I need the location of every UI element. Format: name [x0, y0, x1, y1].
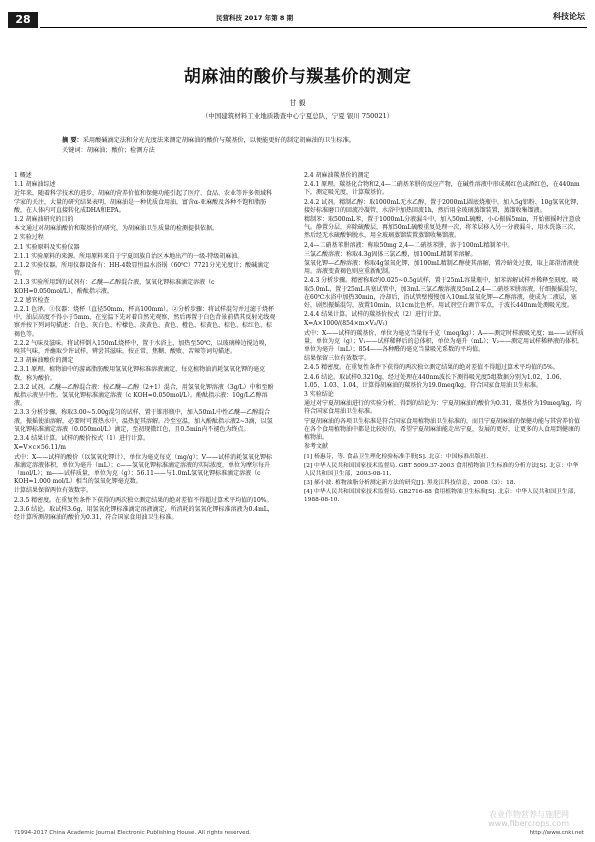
right-paragraph: 2.4 胡麻油羰基价的测定 [304, 172, 370, 179]
right-column [304, 172, 584, 505]
reference-item: [3] 郝小波. 植物油脂分析测定新方法的研究[J]. 黑龙江科技信息，2008（3）：18. [304, 479, 516, 486]
author-name: 甘 毅 [289, 99, 306, 107]
reference-item: [2] 中华人民共和国国家技术监督局. GBT 5009.37-2003 食用植物油卫生标准的分析方法[S]. 北京：中华人民共和国卫生部，2003-08-11. [304, 462, 579, 477]
left-paragraph: 2.1.2 实验仪器。所用仪器设备有：HH-4数显恒温水浴锅（60℃）7721分光光度计；酸碱滴定管。 [14, 262, 270, 278]
right-paragraph: 宁夏胡麻油的各项卫生标准是符合国家食用植物油卫生标准的，而且宁夏胡麻油的保健功能与其营养价值在各个食用植物油中都是比较好的，希望宁夏胡麻油能走出宁夏，发展的更好，让更多的人食用到健康的植物油。 [304, 417, 581, 442]
right-paragraph: 式中：X——试样的羰基价，单位为毫克当量每千克（meq/kg）；A——测定时样液吸光度；m——试样质量，单位为克（g）；V₁——试样稀释后的总体积，单位为毫升（mL）；V₂——测定用试样稀释液的体积，单位为毫升（mL）；854——各种醛的毫克当量吸光系数的平均值。 [304, 329, 584, 354]
right-paragraph: 2.4.3 分析步骤。精密称取约0.025~0.5g试样，置于25mL容量瓶中，加苯溶解试样并稀释至刻度。吸取5.0mL，置于25mL具塞试管中，加3mL三氯乙酸溶液及5mL2,4—二硝基苯肼溶液，仔细振摇混匀，在60℃水浴中加热30min，冷却后，沿试管壁慢慢加入10mL氢氧化钾—乙醇溶液，使成为二液层，塞好，剧烈振摇混匀，放置10min，以1cm比色杯，用试剂空白调节零点，于波长440nm处测吸光度。 [304, 277, 582, 310]
right-paragraph: 2.4.5 精密度。在重复性条件下获得的两次独立测定结果的绝对差值不得超过算术平均值的5%。 [304, 364, 559, 372]
abstract-text: 采用酸碱滴定法和分光光度法来测定胡麻油的酸价与羰基价，以便能更好的制定胡麻油的卫生标准。 [82, 137, 355, 144]
right-paragraph: 精制苯：取500mL苯，置于1000mL分液漏斗中，加入50mL硫酸，小心振摇5min，开始振摇时注意放气。静置分层，弃除硫酸层，再加50mL硫酸重复处理一次，将苯层移入另一分液漏斗，用水洗涤三次，然后经无水硫酸钠脱水，用全玻璃蒸馏装置蒸馏收集馏液。 [304, 216, 581, 240]
left-paragraph: 2.3.6 结论。取试样3.6g，用氢氧化钾标准滴定溶液滴定，所消耗的氢氧化钾标准溶液为0.4mL，经计算所测胡麻油的酸价为0.31，符合国家食用油卫生标准。 [14, 505, 274, 521]
keywords-label: 关键词： [62, 147, 87, 154]
right-paragraph: 参考文献 [304, 443, 329, 451]
left-paragraph: 2.2 感官检查 [14, 296, 50, 304]
right-paragraph: 2.4.6 结论。取试样0.3210g，经过处理在440nm波长下测得吸光度5组数据分别为1.02、1.06、1.05、1.03、1.04，计算得胡麻油的羰基价为19.0meq/kg，符合国家食用油卫生标准。 [304, 373, 566, 389]
right-paragraph: 2.4.4 结果计算。试样的羰基价按式（2）进行计算。 [304, 311, 445, 319]
left-paragraph: 1.2 胡麻油研究的目的 [14, 216, 74, 224]
reference-item: [1] 杨惠芬，等. 食品卫生理化检验标准手册[S]. 北京：中国标准出版社. [304, 453, 489, 460]
right-paragraph: 2.4.1 原理。羰基化合物和2,4—二硝基苯肼的反应产物，在碱性溶液中形成褐红色或酒红色，在440nm下，测定吸光度，计算羰基价。 [304, 181, 580, 197]
abstract [62, 136, 537, 146]
left-column [14, 172, 276, 523]
left-paragraph: 2.3 胡麻油酸价的测定 [14, 357, 74, 365]
keywords-text: 胡麻油；酸价；检测方法 [86, 147, 155, 154]
right-paragraph: 3 实验结论 [304, 391, 334, 399]
left-paragraph: 2.1 实验原料及实验仪器 [14, 243, 80, 251]
footer-url[interactable]: http://www.cnki.net [529, 830, 584, 836]
header-rule [40, 27, 587, 28]
page-header [0, 0, 595, 58]
left-paragraph: 2.2.2 气味及滋味。将试样倒入150mL烧杯中，置于水浴上，加热至50℃，以玻璃棒边搅边嗅，嗅其气味，并蘸取少许试样，辨尝其滋味，按正常、焦糊、酸败、苦辣等词句描述。 [14, 339, 271, 356]
watermark-line-2: www.fibercrops.com [488, 819, 569, 828]
left-paragraph: 2.3.4 结果计算。试样的酸价按式（1）进行计算。 [14, 435, 149, 443]
left-paragraph: X=V×c×56.11/m [14, 444, 66, 452]
section-name: 科技论坛 [553, 12, 585, 21]
reference-item: [4] 中华人民共和国国家技术监督局. GB2716-88 食用植物油卫生标准[S]. 北京：中华人民共和国卫生部，1988-08-10. [304, 488, 580, 503]
left-paragraph: 计算结果保留两位有效数字。 [14, 487, 93, 495]
left-paragraph: 本文通过对胡麻油酸价和羰基价的研究，为胡麻油卫生质量的检测提供依据。 [14, 225, 219, 233]
left-paragraph: 2.2.1 色泽。①仪器：烧杯（直径50mm，杯高100mm）。②分析步骤：将试样混匀并过滤于烧杯中，油层高度不得小于5mm，在室温下先对着自然光观察，然后再置于白色背景前借其反射光线观察并按下列词句描述：白色、灰白色、柠檬色、淡黄色、黄色、橙色、棕黄色、棕色、棕红色、棕褐色等。 [14, 306, 276, 338]
abstract-block [62, 136, 537, 156]
right-paragraph: 通过对宁夏胡麻油进行的实验分析，得到的结论为：宁夏胡麻油的酸价为0.31，羰基价为19meq/kg，均符合国家食用油卫生标准。 [304, 400, 582, 416]
right-paragraph: 氢氧化钾—乙醇溶液：称取4g氢氧化钾，加100mL精制乙醇使其溶解，置冷暗处过夜，取上部澄清液使用。溶液变黄褐色则应重新配制。 [304, 260, 579, 276]
right-paragraph: 2,4—二硝基苯肼溶液：称取50mg 2,4—二硝基苯肼，溶于100mL精制苯中。 [304, 241, 514, 249]
left-paragraph: 2.1.3 实验所用到的试剂有：乙醚—乙醇混合液，氢氧化钾标准滴定溶液（c KOH=0.050mol/L），酚酞指示液。 [14, 279, 215, 295]
left-paragraph: 2.3.1 原理。植物油中的游离脂肪酸用氢氧化钾标准溶液滴定，每克植物油消耗氢氧化钾的毫克数，称为酸价。 [14, 366, 266, 382]
journal-name: 民营科技 2017 年第 8 期 [216, 14, 294, 22]
page-number: 28 [8, 12, 38, 28]
left-paragraph: 2 实验过程 [14, 234, 44, 242]
right-paragraph: 2.4.2 试剂。精制乙醇：取1000mL无水乙醇，置于2000mL圆底烧瓶中，加入5g铝粉、10g氢氧化钾，接好标准磨口的回流冷凝管，水浴中加热回流1h，然后用全玻璃蒸馏装置，蒸馏收集馏液。 [304, 198, 583, 214]
page-footer [14, 830, 584, 836]
keywords [62, 146, 537, 156]
left-paragraph: 近年来，随着科学技术的进步，胡麻的营养价值和保健功能引起了医疗、食品、农业等许多领域科学家的关注，大量的研究结果表明，胡麻油是一种优质食用油，富含α-亚麻酸及各种不饱和脂肪酸，在人体内可直接转化成DHA和EPA。 [14, 190, 273, 214]
left-paragraph: 2.1.1 实验原料的来源。所用原料来自于宁夏回族自治区本地出产的一级-特级胡麻油。 [14, 252, 244, 260]
left-paragraph: 1 概述 [14, 172, 32, 179]
left-paragraph: 1.1 胡麻油综述 [14, 181, 56, 189]
watermark [488, 810, 569, 828]
left-paragraph: 2.3.5 精密度。在重复性条件下获得的两次独立测定结果的绝对差值不得超过算术平均值的10%。 [14, 496, 273, 504]
footer-copyright: ?1994-2017 China Academic Journal Electronic Publishing House. All rights reserved. [14, 830, 251, 836]
left-paragraph: 2.3.3 分析步骤。称取3.00~5.00g混匀的试样，置于锥形瓶中，加入50mL中性乙醚—乙醇混合液，振摇使油溶解，必要时可置热水中，温热促其溶解。冷至室温，加入酚酞指示液2~3滴，以氢氧化钾标准滴定溶液（0.050mol/L）滴定，至初现微红色，且0.5min内不褪色为终点。 [14, 409, 273, 433]
left-paragraph: 2.3.2 试剂。乙醚—乙醇混合液：按乙醚—乙醇（2+1）混合，用氢氧化钾溶液（3g/L）中和至酚酞指示液呈中性。氢氧化钾标准滴定溶液（c KOH=0.050mol/L）。酚酞指示液：10g/L乙醇溶液。 [14, 383, 274, 408]
right-paragraph: 三氯乙酸溶液：称取4.3g固体三氯乙酸，加100mL精制苯溶解。 [304, 250, 477, 258]
abstract-label: 摘 要： [62, 137, 83, 144]
article-title: 胡麻油的酸价与羰基价的测定 [183, 67, 412, 87]
watermark-line-1: 农业作物营养与施肥网 [489, 810, 569, 819]
author-affiliation: （中国建筑材料工业地质勘查中心宁夏总队，宁夏 银川 750021） [201, 112, 394, 120]
right-paragraph: 结果保留三位有效数字。 [304, 355, 371, 363]
right-paragraph: X=A×1000/(854×m×V₂/V₁) [304, 320, 388, 328]
left-paragraph: 式中：X——试样的酸价（以氢氧化钾计），单位为毫克每克（mg/g）；V——试样消耗氢氧化钾标准滴定溶液体积，单位为毫升（mL）；c——氢氧化钾标准滴定溶液的实际浓度，单位为摩尔每升（mol/L）；m——试样质量，单位为克（g）；56.11——与1.0mL氢氧化钾标准滴定溶液（c KOH=1.000 mol/L）相当的氢氧化钾毫克数。 [14, 453, 272, 486]
